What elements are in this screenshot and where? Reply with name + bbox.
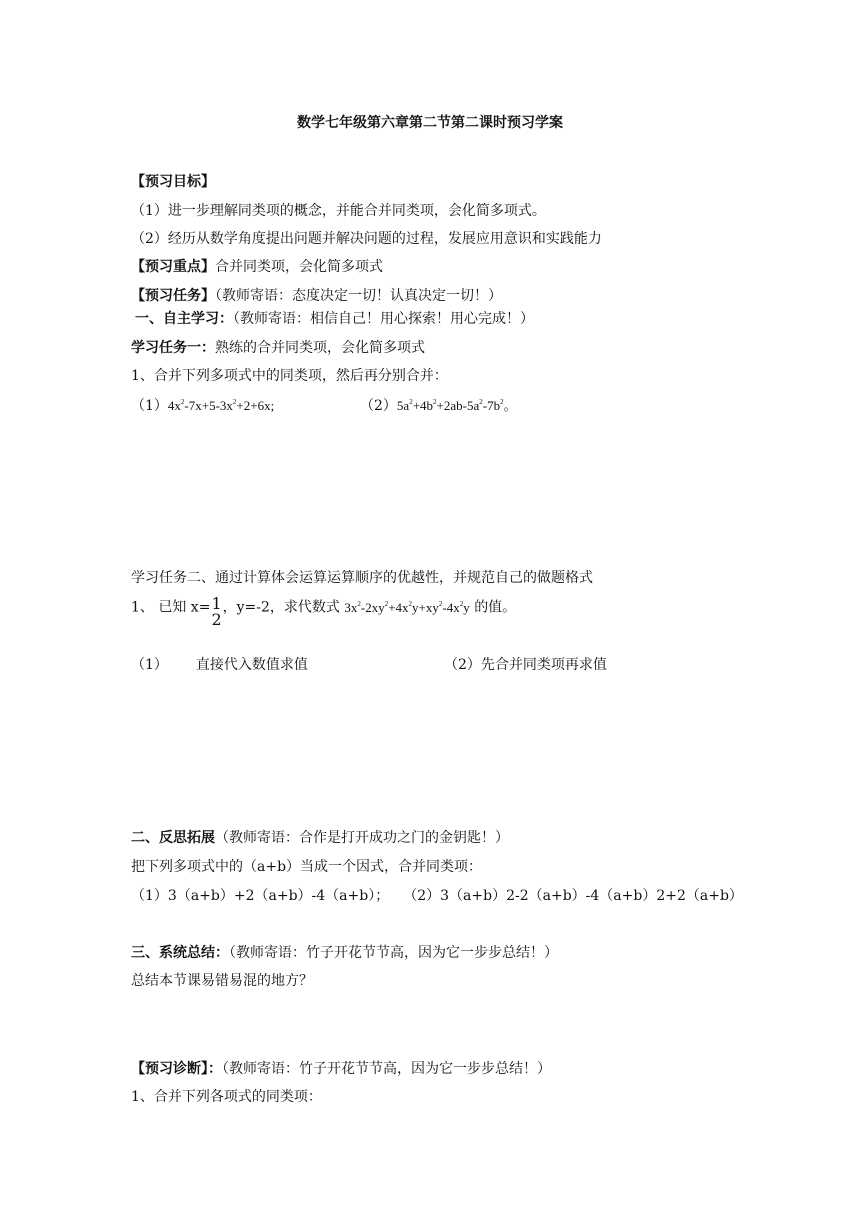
- reflect-expr-1: （1）3（a+b）+2（a+b）-4（a+b）；: [131, 888, 390, 904]
- formula-3: $3x^2-2xy^2+4x^2y+xy^2-4x^2y$: [344, 599, 470, 615]
- summary-question: 总结本节课易错易混的地方？: [131, 973, 313, 989]
- reflect-expressions: [131, 886, 743, 906]
- reflect-header: 二、反思拓展: [131, 830, 215, 846]
- task1-line: [131, 338, 425, 358]
- page-title: 数学七年级第六章第二节第二课时预习学案: [297, 115, 563, 131]
- method-2: （2）先合并同类项再求值: [444, 657, 607, 673]
- focus-text: 合并同类项，会化简多项式: [215, 259, 383, 275]
- diagnosis-line: [131, 1059, 551, 1079]
- task1-text: 熟练的合并同类项，会化简多项式: [215, 340, 425, 356]
- goal-item-1: （1）进一步理解同类项的概念，并能合并同类项，会化简多项式。: [131, 203, 546, 219]
- task-text: （教师寄语：态度决定一切！认真决定一切！）: [215, 288, 502, 304]
- focus-line: [131, 257, 383, 277]
- task2-line: 学习任务二、通过计算体会运算运算顺序的优越性，并规范自己的做题格式: [131, 570, 593, 586]
- self-study-line: [135, 309, 534, 329]
- self-study-header: 一、自主学习：: [135, 311, 233, 327]
- diagnosis-header: 【预习诊断】：: [131, 1061, 222, 1077]
- task1-label: 学习任务一：: [131, 340, 215, 356]
- question-1: 1、合并下列多项式中的同类项，然后再分别合并：: [131, 368, 448, 384]
- expression-2: $(2)5a^2+4b^2+2ab-5a^2-7b^2$。: [360, 398, 517, 414]
- reflect-instruction: 把下列多项式中的（a+b）当成一个因式，合并同类项：: [131, 859, 483, 875]
- summary-line: [131, 943, 558, 963]
- formula-1: $4x^2-7x+5-3x^2+2+6x$;: [167, 398, 275, 413]
- goal-header: 【预习目标】: [131, 174, 215, 190]
- task-header: 【预习任务】: [131, 288, 215, 304]
- reflect-line: [131, 828, 509, 848]
- diagnosis-text: （教师寄语：竹子开花节节高，因为它一步步总结！）: [222, 1061, 551, 1077]
- method-1: （1） 直接代入数值求值: [131, 657, 308, 673]
- diagnosis-question: 1、合并下列各项式的同类项：: [131, 1089, 322, 1105]
- summary-text: （教师寄语：竹子开花节节高，因为它一步步总结！）: [229, 945, 558, 961]
- question-2: 1、 已知 x= 1 2 ，y=-2，求代数式 $3x^2-2xy^2+4x^2y+xy^2-4x^2y$ 的值。: [131, 594, 517, 629]
- summary-header: 三、系统总结：: [131, 945, 229, 961]
- reflect-expr-2: （2）3（a+b）2-2（a+b）-4（a+b）2+2（a+b）: [403, 888, 743, 904]
- reflect-text: （教师寄语：合作是打开成功之门的金钥匙！）: [215, 830, 509, 846]
- goal-item-2: （2）经历从数学角度提出问题并解决问题的过程，发展应用意识和实践能力: [131, 231, 602, 247]
- expression-1: $(1)4x^2-7x+5-3x^2+2+6x$;: [131, 398, 275, 414]
- fraction: 1 2: [211, 594, 222, 629]
- task-line: [131, 286, 502, 306]
- formula-2: $5a^2+4b^2+2ab-5a^2-7b^2$。: [396, 398, 517, 413]
- focus-header: 【预习重点】: [131, 259, 215, 275]
- self-study-text: （教师寄语：相信自己！用心探索！用心完成！）: [233, 311, 534, 327]
